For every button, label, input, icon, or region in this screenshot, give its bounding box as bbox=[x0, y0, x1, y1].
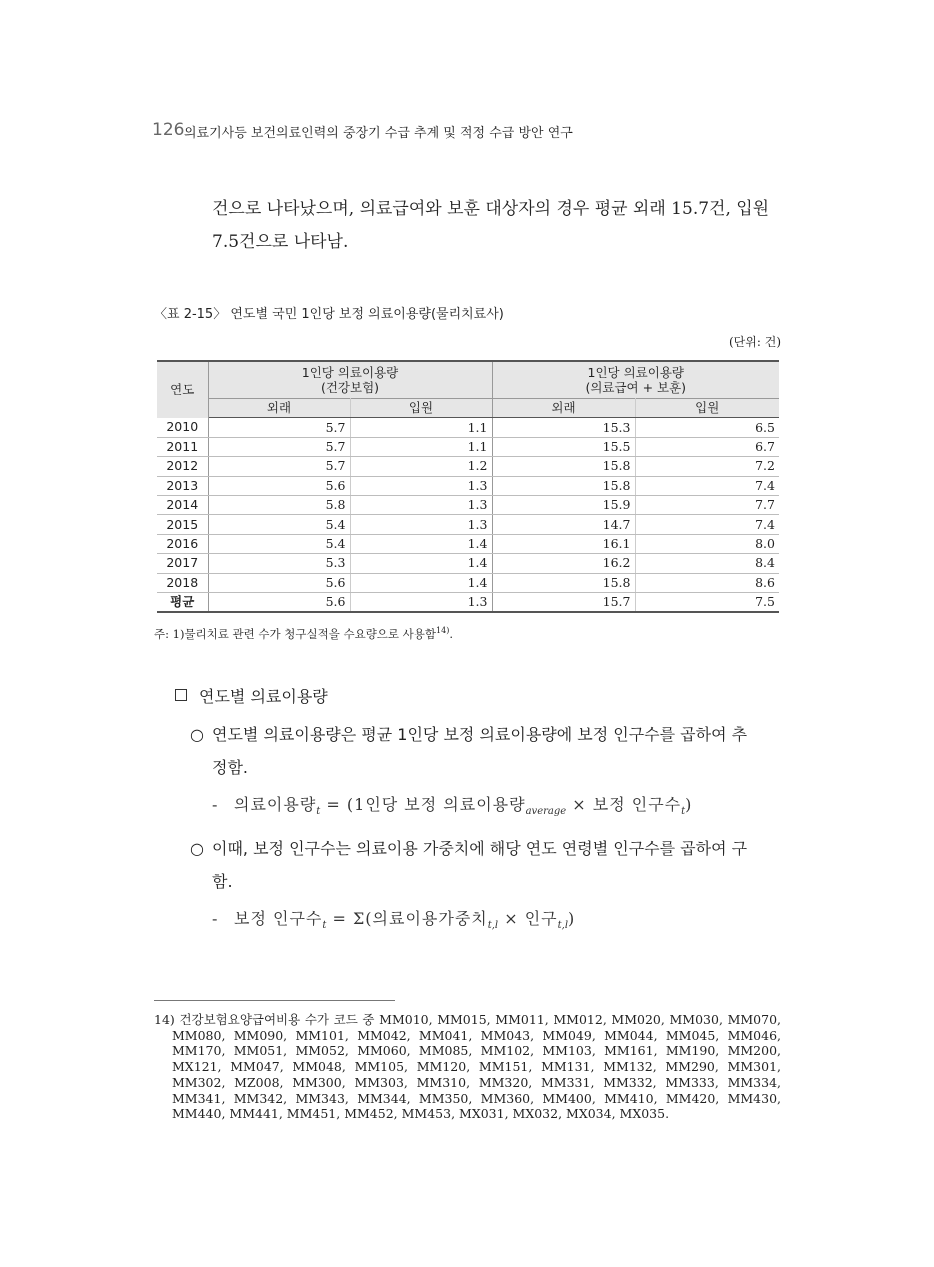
formula-part: = (1인당 보정 의료이용량 bbox=[320, 795, 526, 814]
cell-value: 1.1 bbox=[350, 437, 492, 456]
table-row bbox=[157, 437, 779, 456]
table-row bbox=[157, 476, 779, 495]
table-row bbox=[157, 418, 779, 437]
row-year: 2016 bbox=[157, 534, 208, 553]
group-header-aid bbox=[492, 361, 779, 399]
cell-value: 1.4 bbox=[350, 573, 492, 592]
sub-header-outpatient: 외래 bbox=[492, 399, 635, 418]
row-year: 2010 bbox=[157, 418, 208, 437]
cell-value: 5.6 bbox=[208, 476, 350, 495]
intro-paragraph bbox=[212, 193, 784, 259]
formula-part: ) bbox=[685, 795, 693, 814]
table-row bbox=[157, 534, 779, 553]
cell-value: 15.8 bbox=[492, 476, 635, 495]
table-row bbox=[157, 495, 779, 514]
formula-population bbox=[212, 906, 575, 931]
formula-subscript: t,l bbox=[487, 920, 499, 932]
table-unit: (단위: 건) bbox=[729, 335, 781, 349]
bullet-text: 정함. bbox=[212, 758, 248, 777]
cell-value: 15.5 bbox=[492, 437, 635, 456]
cell-value: 5.6 bbox=[208, 592, 350, 612]
cell-value: 5.3 bbox=[208, 554, 350, 573]
formula-subscript: t bbox=[681, 806, 686, 818]
cell-value: 6.5 bbox=[635, 418, 779, 437]
cell-value: 1.4 bbox=[350, 534, 492, 553]
row-label: 평균 bbox=[157, 592, 208, 612]
row-year: 2012 bbox=[157, 457, 208, 476]
formula-part: 의료이용량 bbox=[234, 795, 317, 814]
cell-value: 1.2 bbox=[350, 457, 492, 476]
group-header-insurance bbox=[208, 361, 492, 399]
group-header-line: (건강보험) bbox=[320, 380, 380, 395]
footnote-text: 건강보험요양급여비용 수가 코드 중 MM010, MM015, MM011, MM012, MM020, MM030, MM070, MM080, MM090, MM101, MM042, MM041, MM043, MM049, MM044, MM045, MM046, MM170, MM051, MM052, MM060, MM085, MM102, MM103, MM161, MM190, MM200, MX121, MM047, MM048, MM105, MM120, MM151, MM131, MM132, MM290, MM301, MM302, MZ008, MM300, MM303, MM310, MM320, MM331, MM332, MM333, MM334, MM341, MM342, MM343, MM344, MM350, MM360, MM400, MM410, MM420, MM430, MM440, MM441, MM451, MM452, MM453, MX031, MX032, MX034, MX035. bbox=[172, 1012, 781, 1122]
footnote-divider bbox=[154, 1000, 395, 1001]
cell-value: 8.0 bbox=[635, 534, 779, 553]
year-header: 연도 bbox=[157, 361, 208, 418]
cell-value: 16.2 bbox=[492, 554, 635, 573]
dash-bullet: - bbox=[212, 795, 219, 814]
group-header-line: 1인당 의료이용량 bbox=[301, 365, 399, 380]
cell-value: 1.3 bbox=[350, 515, 492, 534]
cell-value: 7.2 bbox=[635, 457, 779, 476]
cell-value: 1.3 bbox=[350, 476, 492, 495]
table-caption: 〈표 2-15〉 연도별 국민 1인당 보정 의료이용량(물리치료사) bbox=[154, 307, 504, 322]
cell-value: 7.5 bbox=[635, 592, 779, 612]
cell-value: 1.4 bbox=[350, 554, 492, 573]
formula-part: = Σ(의료이용가중치 bbox=[326, 909, 488, 928]
dash-bullet: - bbox=[212, 909, 219, 928]
cell-value: 5.4 bbox=[208, 515, 350, 534]
cell-value: 15.7 bbox=[492, 592, 635, 612]
group-header-line: (의료급여 + 보훈) bbox=[585, 380, 687, 395]
cell-value: 5.7 bbox=[208, 457, 350, 476]
bullet-text: 이때, 보정 인구수는 의료이용 가중치에 해당 연도 연령별 인구수를 곱하여 구 bbox=[212, 839, 748, 858]
cell-value: 5.7 bbox=[208, 437, 350, 456]
formula-part: × 인구 bbox=[498, 909, 558, 928]
table-row bbox=[157, 573, 779, 592]
formula-subscript: t bbox=[322, 920, 327, 932]
footnote-number: 14) bbox=[154, 1012, 175, 1027]
cell-value: 1.1 bbox=[350, 418, 492, 437]
table-row bbox=[157, 457, 779, 476]
formula-subscript: t bbox=[316, 806, 321, 818]
formula-part: ) bbox=[568, 909, 576, 928]
table-note bbox=[154, 626, 453, 642]
footnote-ref: 14) bbox=[436, 626, 450, 636]
cell-value: 5.6 bbox=[208, 573, 350, 592]
sub-header-inpatient: 입원 bbox=[635, 399, 779, 418]
cell-value: 15.8 bbox=[492, 457, 635, 476]
row-year: 2014 bbox=[157, 495, 208, 514]
cell-value: 1.3 bbox=[350, 495, 492, 514]
row-year: 2018 bbox=[157, 573, 208, 592]
square-bullet-icon bbox=[175, 689, 187, 701]
table-body bbox=[157, 418, 779, 612]
group-header-line: 1인당 의료이용량 bbox=[587, 365, 684, 380]
bullet-text: 연도별 의료이용량은 평균 1인당 보정 의료이용량에 보정 인구수를 곱하여 추 bbox=[212, 725, 748, 744]
formula-subscript: average bbox=[525, 806, 567, 818]
table-row bbox=[157, 515, 779, 534]
note-end: . bbox=[449, 627, 453, 641]
sub-header-inpatient: 입원 bbox=[350, 399, 492, 418]
circle-bullet-icon: ○ bbox=[190, 725, 204, 744]
cell-value: 14.7 bbox=[492, 515, 635, 534]
cell-value: 8.4 bbox=[635, 554, 779, 573]
formula-utilization bbox=[212, 792, 692, 817]
cell-value: 1.3 bbox=[350, 592, 492, 612]
bullet-text: 함. bbox=[212, 872, 233, 891]
cell-value: 15.3 bbox=[492, 418, 635, 437]
cell-value: 7.4 bbox=[635, 515, 779, 534]
section-heading bbox=[175, 684, 328, 707]
table-row-average bbox=[157, 592, 779, 612]
running-title: 의료기사등 보건의료인력의 중장기 수급 추계 및 적정 수급 방안 연구 bbox=[184, 126, 573, 141]
cell-value: 5.7 bbox=[208, 418, 350, 437]
intro-line: 건으로 나타났으며, 의료급여와 보훈 대상자의 경우 평균 외래 15.7건, 입원 bbox=[212, 199, 770, 219]
utilization-table bbox=[157, 360, 779, 613]
sub-header-outpatient: 외래 bbox=[208, 399, 350, 418]
row-year: 2011 bbox=[157, 437, 208, 456]
formula-subscript: t,l bbox=[557, 920, 569, 932]
bullet-paragraph bbox=[190, 718, 784, 784]
circle-bullet-icon: ○ bbox=[190, 839, 204, 858]
row-year: 2013 bbox=[157, 476, 208, 495]
page-number: 126 bbox=[152, 120, 185, 140]
cell-value: 15.8 bbox=[492, 573, 635, 592]
cell-value: 5.4 bbox=[208, 534, 350, 553]
bullet-paragraph bbox=[190, 832, 784, 898]
table-row bbox=[157, 554, 779, 573]
section-heading-text: 연도별 의료이용량 bbox=[199, 687, 328, 706]
intro-line: 7.5건으로 나타남. bbox=[212, 232, 349, 252]
row-year: 2015 bbox=[157, 515, 208, 534]
cell-value: 7.4 bbox=[635, 476, 779, 495]
note-text: 주: 1)물리치료 관련 수가 청구실적을 수요량으로 사용함 bbox=[154, 627, 437, 641]
cell-value: 6.7 bbox=[635, 437, 779, 456]
cell-value: 5.8 bbox=[208, 495, 350, 514]
formula-part: × 보정 인구수 bbox=[566, 795, 682, 814]
cell-value: 16.1 bbox=[492, 534, 635, 553]
row-year: 2017 bbox=[157, 554, 208, 573]
cell-value: 7.7 bbox=[635, 495, 779, 514]
formula-part: 보정 인구수 bbox=[234, 909, 323, 928]
cell-value: 8.6 bbox=[635, 573, 779, 592]
cell-value: 15.9 bbox=[492, 495, 635, 514]
footnote bbox=[154, 1012, 781, 1122]
